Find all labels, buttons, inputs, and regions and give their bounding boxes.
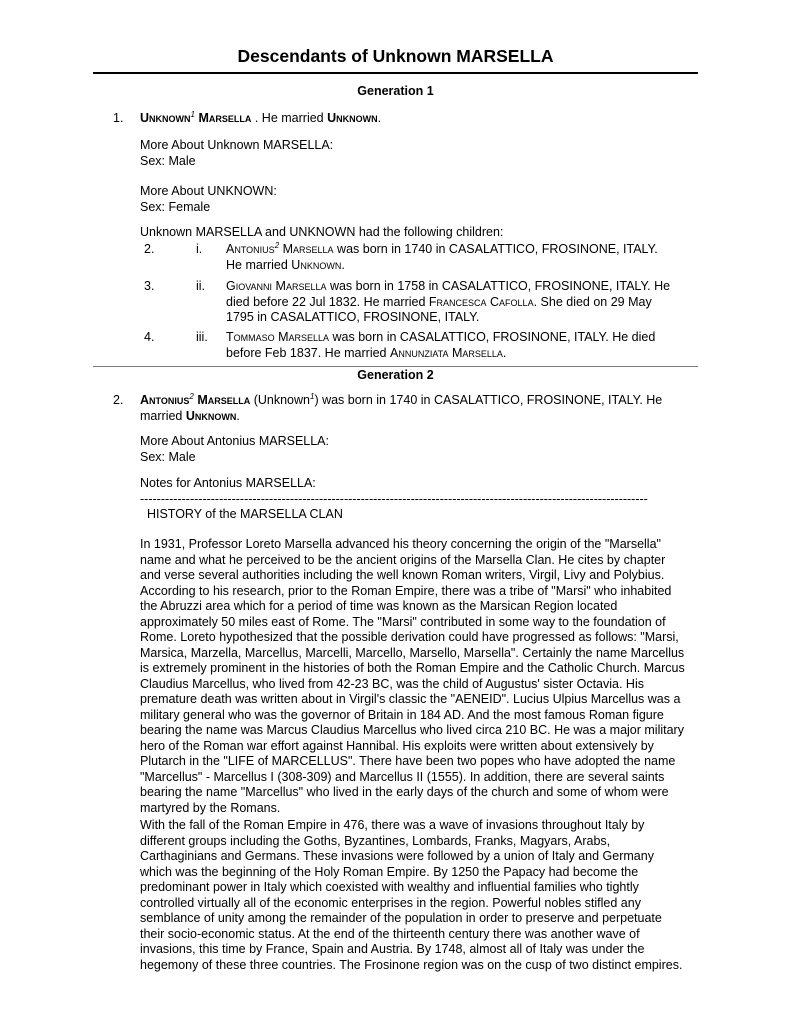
spouse-name: Unknown: [327, 111, 378, 125]
person-surname: Marsella: [198, 111, 252, 125]
children-intro: Unknown MARSELLA and UNKNOWN had the following children:: [140, 225, 504, 239]
child-name: Giovanni Marsella: [226, 279, 327, 293]
generation-1-heading: Generation 1: [357, 84, 434, 98]
notes-section: [140, 476, 700, 523]
paragraph-line: premature death was written about in Virgil's classic the "AENEID". Lucius Ulpius Marcellus was a: [140, 692, 681, 706]
paragraph-line: Marsica, Marzella, Marcellus, Marcelli, Marcello, Marsello, Marsella". Certainly the name Marcellus: [140, 645, 685, 660]
paragraph-line: which was the beginning of the Holy Roman Empire. By 1250 the Papacy had become the: [140, 864, 639, 879]
paragraph-line: Rome. Loreto hypothesized that the possible derivation could have progressed as follows: "Marsi,: [140, 630, 679, 644]
paragraph-line: is extremely prominent in the histories of both the Roman Empire and the Catholic Church. Marcus: [140, 661, 685, 675]
child-name: Tommaso Marsella: [226, 330, 330, 344]
paragraph-line: hegemony of these three countries. The Frosinone region was on the cusp of two distinct empires.: [140, 957, 683, 972]
spouse-name: Unknown: [185, 408, 237, 423]
paragraph-line: "Marcellus" - Marcellus I (308-309) and Marcellus II (1555). In addition, there are several saints: [140, 769, 665, 784]
paragraph-line: invasions, this time by France, Spain and Austria. By 1748, almost all of Italy was under the: [140, 942, 645, 956]
paragraph-line: the Abruzzi area which for a period of time was known as the Marsican Region located: [140, 599, 618, 613]
child-spouse-name: Unknown: [291, 257, 342, 272]
paragraph-line: military general who was the governor of Britain in 184 AD. And the most famous Roman figure: [140, 707, 664, 722]
entry-text: . He married: [251, 111, 328, 125]
child-number: 2.: [144, 242, 155, 256]
about-spouse-heading: More About UNKNOWN:: [140, 184, 277, 198]
generation-superscript: 2: [189, 391, 194, 401]
about-heading: More About Antonius MARSELLA:: [140, 434, 329, 448]
about-heading: More About Unknown MARSELLA:: [140, 138, 334, 152]
paragraph-line: hero of the Roman war effort against Hannibal. His exploits were written about extensively by: [140, 738, 654, 753]
child-number: 3.: [144, 279, 155, 293]
child-roman: ii.: [196, 279, 206, 293]
entry-end: .: [377, 111, 382, 125]
generation-divider: [93, 366, 698, 367]
history-heading: HISTORY of the MARSELLA CLAN: [140, 507, 343, 521]
child-text: .: [341, 257, 345, 272]
notes-dash-divider: --------------------------------------------------------------------------------------------------------------------------: [140, 491, 648, 506]
generation-2-heading: Generation 2: [357, 368, 434, 382]
paragraph-line: different groups including the Goths, Byzantines, Lombards, Franks, Magyars, Arabs,: [140, 833, 611, 848]
entry-text: (Unknown: [250, 393, 310, 407]
paragraph-line: their socio-economic status. At the end of the thirteenth century there was another wave of: [140, 926, 640, 941]
child-text: .: [502, 345, 507, 360]
page-title: Descendants of Unknown MARSELLA: [237, 46, 554, 66]
paragraph-line: approximately 50 miles east of Rome. The "Marsi" contributed in some way to the foundation of: [140, 614, 666, 629]
child-spouse-name: Annunziata Marsella: [389, 345, 503, 360]
title-divider: [93, 72, 698, 74]
child-entry: [226, 279, 696, 326]
paragraph-line: With the fall of the Roman Empire in 476, there was a wave of invasions throughout Italy by: [140, 818, 645, 832]
generation-superscript: 1: [309, 391, 315, 401]
entry-number: 1.: [113, 111, 124, 125]
child-number: 4.: [144, 330, 155, 344]
paragraph-line: bearing the name "Marcellus" who lived in the early days of the church and some of whom were: [140, 785, 669, 799]
person-given-name: Unknown: [140, 111, 191, 125]
person-surname: Marsella: [197, 393, 251, 407]
history-paragraph-1: [140, 537, 705, 816]
about-spouse-sex: Sex: Female: [140, 199, 211, 214]
child-text: . She died on 29 May: [533, 294, 652, 309]
about-person: [140, 138, 700, 169]
paragraph-line: Plutarch in the "LIFE of MARCELLUS". There have been two popes who have adopted the name: [140, 754, 676, 768]
child-given-name: Antonius: [226, 242, 275, 256]
paragraph-line: bearing the name was Marcus Claudius Marcellus who lived circa 210 BC. He was a major military: [140, 723, 684, 737]
child-text: 1795 in CASALATTICO, FROSINONE, ITALY.: [226, 310, 480, 324]
child-roman: iii.: [196, 330, 208, 344]
child-roman: i.: [196, 242, 203, 256]
about-sex: Sex: Male: [140, 153, 196, 168]
paragraph-line: predominant power in Italy which coexisted with wealthy and influential families who tightly: [140, 880, 639, 894]
about-person: [140, 434, 700, 465]
person-entry: [140, 111, 700, 127]
paragraph-line: martyred by the Romans.: [140, 800, 281, 815]
paragraph-line: According to his research, prior to the Roman Empire, there was a tribe of "Marsi" who inhabited: [140, 583, 672, 598]
child-text: before Feb 1837. He married: [226, 345, 390, 360]
person-given-name: Antonius: [140, 393, 190, 407]
child-text: was born in 1740 in CASALATTICO, FROSINONE, ITALY.: [333, 242, 658, 256]
generation-superscript: 1: [190, 109, 195, 119]
paragraph-line: and verse several authorities including the well known Roman writers, Virgil, Livy and Polybius.: [140, 568, 665, 582]
entry-text: married: [140, 408, 186, 423]
child-spouse-name: Francesca Cafolla: [428, 294, 534, 309]
generation-superscript: 2: [274, 240, 280, 250]
about-spouse: [140, 184, 700, 215]
paragraph-line: Carthaginians and Germans. These invasions were followed by a union of Italy and Germany: [140, 849, 654, 863]
child-text: was born in CASALATTICO, FROSINONE, ITALY. He died: [329, 330, 656, 344]
child-text: was born in 1758 in CASALATTICO, FROSINONE, ITALY. He: [326, 279, 671, 293]
child-entry: [226, 330, 696, 361]
entry-end: .: [236, 408, 240, 423]
paragraph-line: name and what he perceived to be the ancient origins of the Marsella Clan. He cites by chapter: [140, 552, 666, 567]
entry-number: 2.: [113, 393, 124, 407]
paragraph-line: semblance of unity among the remainder of the population in order to preserve and perpetuate: [140, 911, 662, 925]
notes-heading: Notes for Antonius MARSELLA:: [140, 476, 316, 490]
child-entry: [226, 242, 696, 273]
paragraph-line: In 1931, Professor Loreto Marsella advanced his theory concerning the origin of the "Marsella": [140, 537, 661, 551]
entry-text: ) was born in 1740 in CASALATTICO, FROSINONE, ITALY. He: [314, 393, 663, 407]
paragraph-line: controlled virtually all of the economic enterprises in the region. Powerful nobles stifled any: [140, 895, 641, 910]
about-sex: Sex: Male: [140, 449, 196, 464]
paragraph-line: Claudius Marcellus, who lived from 42-23 BC, was the child of Augustus' sister Octavia. His: [140, 676, 644, 691]
history-paragraph-2: [140, 818, 705, 973]
child-surname: Marsella: [282, 242, 334, 256]
person-entry: [140, 393, 700, 424]
child-text: He married: [226, 257, 292, 272]
child-text: died before 22 Jul 1832. He married: [226, 294, 429, 309]
